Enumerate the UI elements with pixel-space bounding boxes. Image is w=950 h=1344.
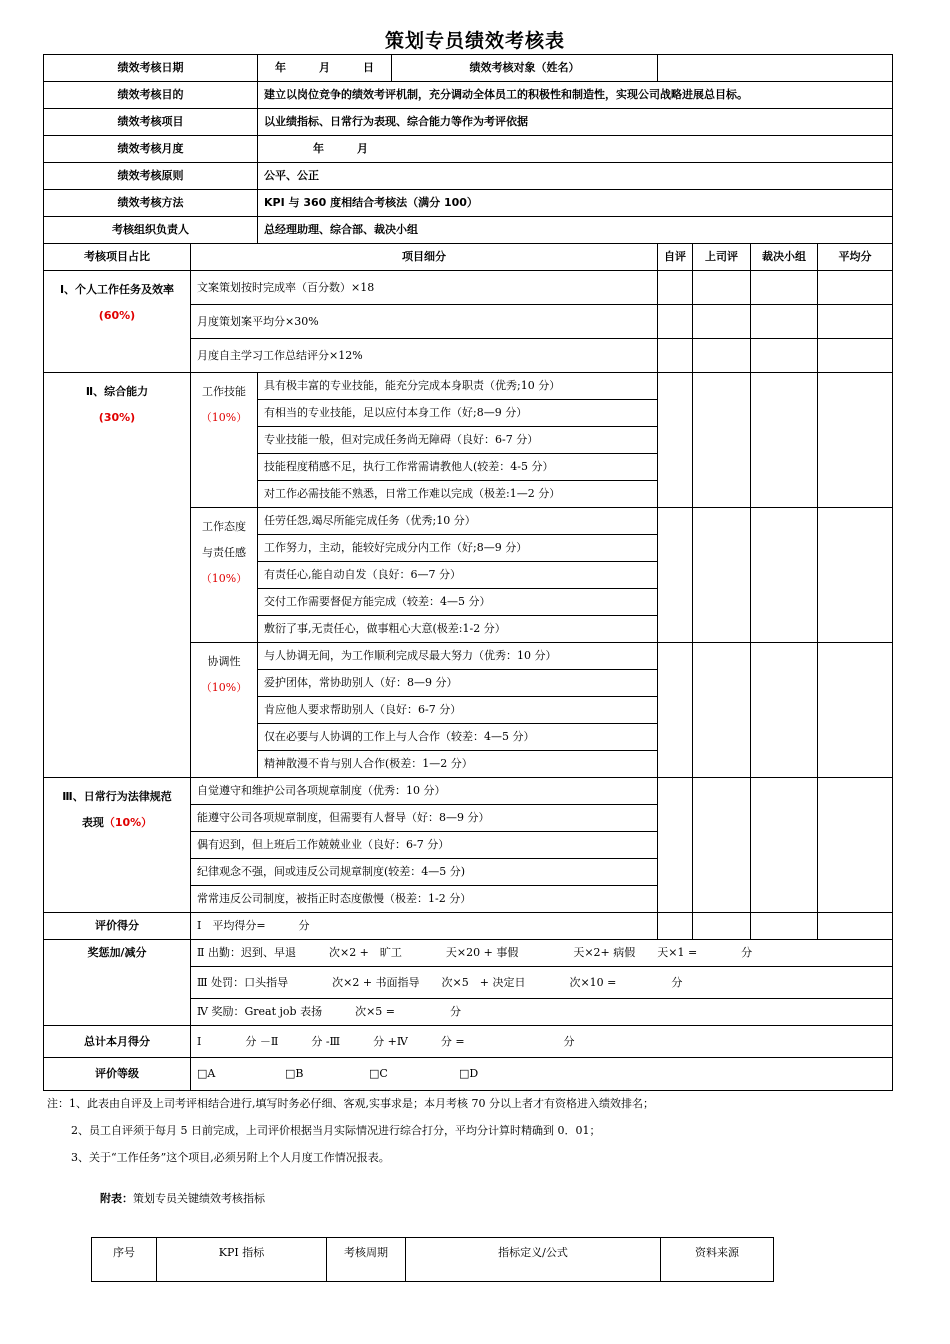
date-field[interactable]: 年 月 日 <box>258 55 392 82</box>
coordination-group-label: 协调性 （10%） <box>191 643 258 778</box>
score-value[interactable]: Ⅰ 平均得分= 分 <box>191 913 658 940</box>
total-label: 总计本月得分 <box>44 1026 191 1058</box>
purpose-label: 绩效考核目的 <box>44 82 258 109</box>
section2-label: Ⅱ、综合能力 (30%) <box>44 373 191 778</box>
kpi-col-index: 序号 <box>92 1238 157 1282</box>
bonus-label: 奖惩加/减分 <box>44 940 191 1026</box>
items-value: 以业绩指标、日常行为表现、综合能力等作为考评依据 <box>258 109 893 136</box>
avg-score-cell[interactable] <box>818 305 893 339</box>
note-line: 注：1、此表由自评及上司考评相结合进行,填写时务必仔细、客观,实事求是；本月考核 70 分以上者才有资格进入绩效排名； <box>47 1097 654 1110</box>
panel-score-cell[interactable] <box>751 373 818 508</box>
self-score-cell[interactable] <box>658 508 693 643</box>
avg-score-cell[interactable] <box>818 339 893 373</box>
criteria-item: 专业技能一般，但对完成任务尚无障碍（良好：6-7 分） <box>258 427 658 454</box>
criteria-item: 精神散漫不肯与别人合作(极差：1—2 分） <box>258 751 658 778</box>
kpi-table <box>91 1237 774 1282</box>
grade-options <box>191 1058 893 1091</box>
info-row-month <box>44 136 893 163</box>
criteria-item: 与人协调无间，为工作顺利完成尽最大努力（优秀：10 分） <box>258 643 658 670</box>
section1-label: Ⅰ、个人工作任务及效率(60%) <box>44 271 191 373</box>
grade-checkbox-d[interactable]: □D <box>459 1067 479 1081</box>
target-name-field[interactable] <box>658 55 893 82</box>
table-row <box>44 778 893 805</box>
criteria-item: 具有极丰富的专业技能，能充分完成本身职责（优秀;10 分） <box>258 373 658 400</box>
table-row <box>44 271 893 305</box>
penalty-line[interactable]: Ⅲ 处罚：口头指导 次×2 + 书面指导 次×5 + 决定日 次×10 = 分 <box>191 967 893 999</box>
appendix-title: 策划专员关键绩效考核指标 <box>133 1192 265 1205</box>
principle-value: 公平、公正 <box>258 163 893 190</box>
section1-item: 文案策划按时完成率（百分数）×18 <box>191 271 658 305</box>
criteria-item: 有相当的专业技能，足以应付本身工作（好;8—9 分） <box>258 400 658 427</box>
notes <box>47 1090 654 1171</box>
col-panel: 裁决小组 <box>751 244 818 271</box>
avg-score-cell[interactable] <box>818 508 893 643</box>
criteria-item: 技能程度稍感不足，执行工作常需请教他人(较差：4-5 分） <box>258 454 658 481</box>
org-value: 总经理助理、综合部、裁决小组 <box>258 217 893 244</box>
method-label: 绩效考核方法 <box>44 190 258 217</box>
grade-row <box>44 1058 893 1091</box>
attitude-group-label: 工作态度 与责任感 （10%） <box>191 508 258 643</box>
criteria-item: 敷衍了事,无责任心，做事粗心大意(极差:1-2 分） <box>258 616 658 643</box>
boss-score-cell[interactable] <box>693 508 751 643</box>
col-avg: 平均分 <box>818 244 893 271</box>
appendix-label: 附表： <box>100 1192 133 1205</box>
kpi-col-period: 考核周期 <box>327 1238 406 1282</box>
info-row-method <box>44 190 893 217</box>
criteria-item: 仅在必要与人协调的工作上与人合作（较差：4—5 分） <box>258 724 658 751</box>
date-label: 绩效考核日期 <box>44 55 258 82</box>
criteria-item: 有责任心,能自动自发（良好：6—7 分） <box>258 562 658 589</box>
avg-score-cell[interactable] <box>818 913 893 940</box>
boss-score-cell[interactable] <box>693 271 751 305</box>
boss-score-cell[interactable] <box>693 373 751 508</box>
criteria-item: 任劳任怨,竭尽所能完成任务（优秀;10 分） <box>258 508 658 535</box>
info-row-purpose <box>44 82 893 109</box>
avg-score-cell[interactable] <box>818 271 893 305</box>
self-score-cell[interactable] <box>658 271 693 305</box>
kpi-col-indicator: KPI 指标 <box>157 1238 327 1282</box>
criteria-item: 爱护团体，常协助别人（好：8—9 分） <box>258 670 658 697</box>
criteria-item: 纪律观念不强，间或违反公司规章制度(较差：4—5 分) <box>191 859 658 886</box>
info-row-date <box>44 55 893 82</box>
purpose-value: 建立以岗位竞争的绩效考评机制，充分调动全体员工的积极性和制造性，实现公司战略进展总目标。 <box>258 82 893 109</box>
panel-score-cell[interactable] <box>751 643 818 778</box>
panel-score-cell[interactable] <box>751 913 818 940</box>
col-detail: 项目细分 <box>191 244 658 271</box>
kpi-col-source: 资料来源 <box>661 1238 774 1282</box>
appendix-heading <box>100 1190 265 1206</box>
bonus-row <box>44 940 893 967</box>
self-score-cell[interactable] <box>658 778 693 913</box>
info-row-items <box>44 109 893 136</box>
criteria-item: 对工作必需技能不熟悉，日常工作难以完成（极差:1—2 分） <box>258 481 658 508</box>
boss-score-cell[interactable] <box>693 339 751 373</box>
criteria-item: 交付工作需要督促方能完成（较差：4—5 分） <box>258 589 658 616</box>
attendance-line[interactable]: Ⅱ 出勤：迟到、早退 次×2 + 旷工 天×20 + 事假 天×2+ 病假 天×1 = 分 <box>191 940 893 967</box>
panel-score-cell[interactable] <box>751 271 818 305</box>
col-category: 考核项目占比 <box>44 244 191 271</box>
grade-checkbox-c[interactable]: □C <box>369 1067 388 1081</box>
self-score-cell[interactable] <box>658 643 693 778</box>
month-field[interactable]: 年 月 <box>258 136 893 163</box>
method-value: KPI 与 360 度相结合考核法（满分 100） <box>258 190 893 217</box>
principle-label: 绩效考核原则 <box>44 163 258 190</box>
self-score-cell[interactable] <box>658 913 693 940</box>
total-row <box>44 1026 893 1058</box>
month-label: 绩效考核月度 <box>44 136 258 163</box>
section3-label: Ⅲ、日常行为法律规范 表现（10%） <box>44 778 191 913</box>
note-line: 3、关于“工作任务”这个项目,必须另附上个人月度工作情况报表。 <box>71 1151 390 1164</box>
score-row <box>44 913 893 940</box>
skill-group-label: 工作技能 （10%） <box>191 373 258 508</box>
info-row-principle <box>44 163 893 190</box>
self-score-cell[interactable] <box>658 373 693 508</box>
panel-score-cell[interactable] <box>751 339 818 373</box>
col-boss: 上司评 <box>693 244 751 271</box>
self-score-cell[interactable] <box>658 339 693 373</box>
kpi-header-row <box>92 1238 774 1282</box>
org-label: 考核组织负责人 <box>44 217 258 244</box>
panel-score-cell[interactable] <box>751 778 818 913</box>
criteria-item: 自觉遵守和维护公司各项规章制度（优秀：10 分） <box>191 778 658 805</box>
boss-score-cell[interactable] <box>693 778 751 913</box>
section1-item: 月度自主学习工作总结评分×12% <box>191 339 658 373</box>
boss-score-cell[interactable] <box>693 913 751 940</box>
criteria-item: 工作努力，主动，能较好完成分内工作（好;8—9 分） <box>258 535 658 562</box>
grade-checkbox-b[interactable]: □B <box>285 1067 304 1081</box>
kpi-col-definition: 指标定义/公式 <box>406 1238 661 1282</box>
col-self: 自评 <box>658 244 693 271</box>
section1-item: 月度策划案平均分×30% <box>191 305 658 339</box>
panel-score-cell[interactable] <box>751 305 818 339</box>
evaluation-table <box>43 54 893 1091</box>
avg-score-cell[interactable] <box>818 778 893 913</box>
info-row-org <box>44 217 893 244</box>
criteria-item: 偶有迟到，但上班后工作兢兢业业（良好：6-7 分） <box>191 832 658 859</box>
total-value[interactable]: Ⅰ 分 －Ⅱ 分 -Ⅲ 分 +Ⅳ 分 = 分 <box>191 1026 893 1058</box>
boss-score-cell[interactable] <box>693 643 751 778</box>
criteria-item: 肯应他人要求帮助别人（良好：6-7 分） <box>258 697 658 724</box>
panel-score-cell[interactable] <box>751 508 818 643</box>
note-line: 2、员工自评须于每月 5 日前完成，上司评价根据当月实际情况进行综合打分，平均分计算时精确到 0．01； <box>71 1124 601 1137</box>
items-label: 绩效考核项目 <box>44 109 258 136</box>
grade-checkbox-a[interactable]: □A <box>197 1067 216 1081</box>
page-title: 策划专员绩效考核表 <box>384 30 565 52</box>
table-row <box>44 373 893 400</box>
avg-score-cell[interactable] <box>818 643 893 778</box>
boss-score-cell[interactable] <box>693 305 751 339</box>
score-label: 评价得分 <box>44 913 191 940</box>
self-score-cell[interactable] <box>658 305 693 339</box>
reward-line[interactable]: Ⅳ 奖励：Great job 表扬 次×5 = 分 <box>191 999 893 1026</box>
column-header-row <box>44 244 893 271</box>
avg-score-cell[interactable] <box>818 373 893 508</box>
target-label: 绩效考核对象（姓名） <box>392 55 658 82</box>
criteria-item: 常常违反公司制度，被指正时态度傲慢（极差：1-2 分） <box>191 886 658 913</box>
grade-label: 评价等级 <box>44 1058 191 1091</box>
criteria-item: 能遵守公司各项规章制度，但需要有人督导（好：8—9 分） <box>191 805 658 832</box>
